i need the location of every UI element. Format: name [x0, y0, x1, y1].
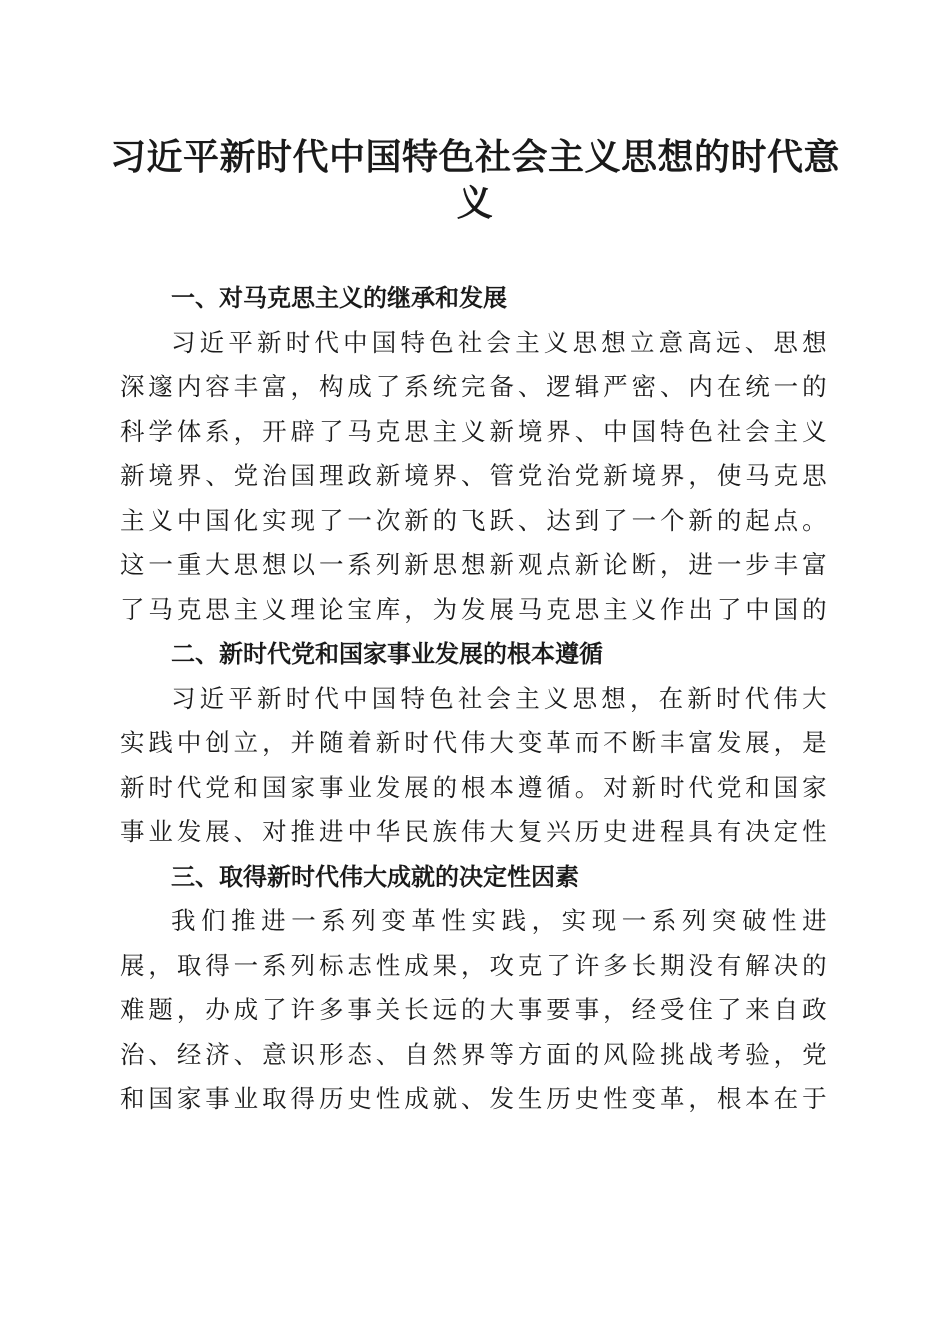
section-heading-1: 一、对马克思主义的继承和发展: [171, 284, 507, 312]
document-title: 习近平新时代中国特色社会主义思想的时代意义: [110, 136, 841, 224]
document-body: [120, 276, 830, 1122]
section-paragraph-3: 我们推进一系列变革性实践，实现一系列突破性进展，取得一系列标志性成果，攻克了许多长期没有解决的难题，办成了许多事关长远的大事要事，经受住了来自政治、经济、意识形态、自然界等方面的风险挑战考验，党和国家事业取得历史性成就、发生历史性变革，根本在于: [120, 906, 830, 1113]
section-paragraph-1: 习近平新时代中国特色社会主义思想立意高远、思想深邃内容丰富，构成了系统完备、逻辑严密、内在统一的科学体系，开辟了马克思主义新境界、中国特色社会主义新境界、党治国理政新境界、管党治党新境界，使马克思主义中国化实现了一次新的飞跃、达到了一个新的起点。这一重大思想以一系列新思想新观点新论断，进一步丰富了马克思主义理论宝库，为发展马克思主义作出了中国的: [120, 327, 830, 624]
section-heading-3: 三、取得新时代伟大成就的决定性因素: [171, 862, 579, 891]
section-heading-2: 二、新时代党和国家事业发展的根本遵循: [171, 640, 603, 668]
section-paragraph-2: 习近平新时代中国特色社会主义思想，在新时代伟大实践中创立，并随着新时代伟大变革而不断丰富发展，是新时代党和国家事业发展的根本遵循。对新时代党和国家事业发展、对推进中华民族伟大复兴历史进程具有决定性: [120, 683, 830, 846]
